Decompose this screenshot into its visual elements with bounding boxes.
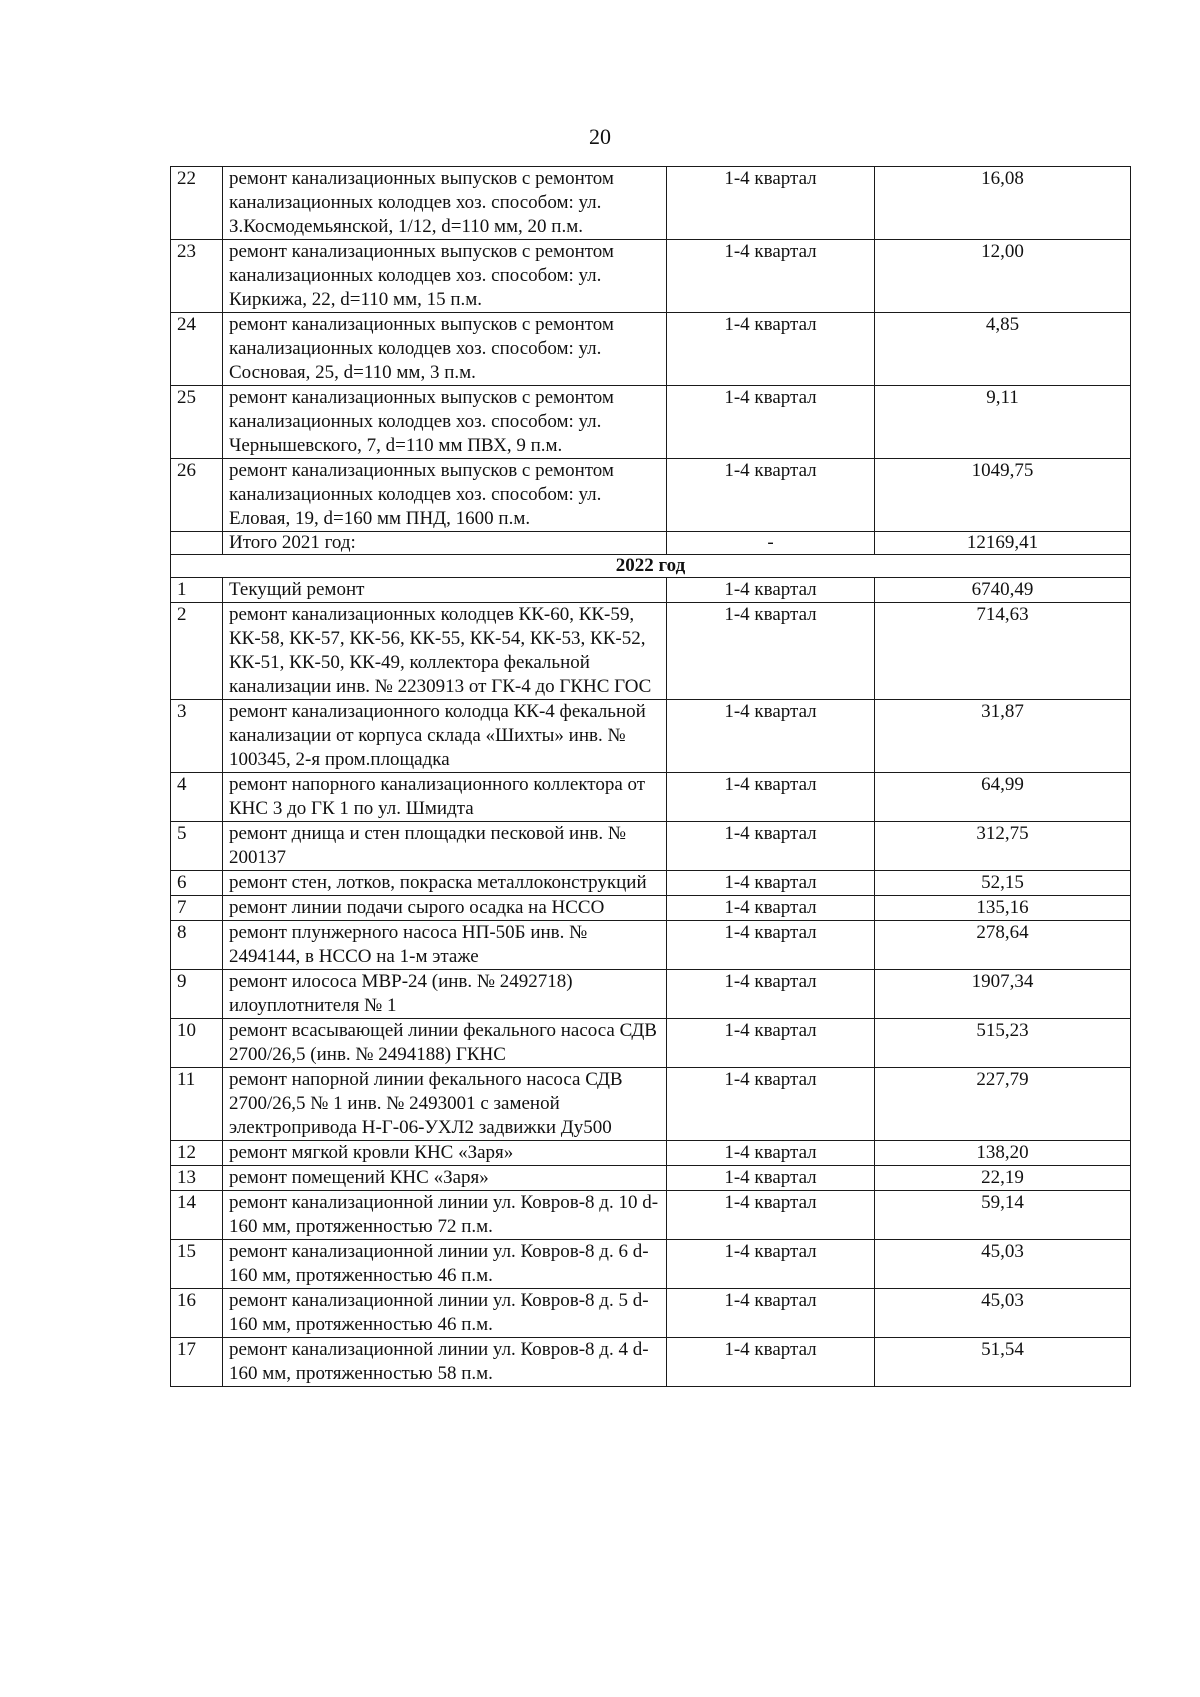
row-description: ремонт канализационных выпусков с ремонтом канализационных колодцев хоз. способом: ул. Чернышевского, 7, d=110 мм ПВХ, 9 п.м. — [223, 386, 667, 459]
page-number: 20 — [589, 124, 611, 149]
table-row — [171, 1338, 1131, 1387]
table-row — [171, 386, 1131, 459]
row-amount: 714,63 — [875, 603, 1131, 700]
row-number: 10 — [171, 1019, 223, 1068]
row-description: ремонт канализационной линии ул. Ковров-8 д. 6 d-160 мм, протяженностью 46 п.м. — [223, 1240, 667, 1289]
table-row — [171, 970, 1131, 1019]
table-row — [171, 603, 1131, 700]
row-period: 1-4 квартал — [667, 459, 875, 532]
row-period: 1-4 квартал — [667, 896, 875, 921]
row-amount: 312,75 — [875, 822, 1131, 871]
row-number: 2 — [171, 603, 223, 700]
table-row — [171, 1141, 1131, 1166]
row-amount: 12,00 — [875, 240, 1131, 313]
row-description: ремонт помещений КНС «Заря» — [223, 1166, 667, 1191]
row-amount: 227,79 — [875, 1068, 1131, 1141]
row-number: 8 — [171, 921, 223, 970]
row-description: ремонт всасывающей линии фекального насоса СДВ 2700/26,5 (инв. № 2494188) ГКНС — [223, 1019, 667, 1068]
table-row — [171, 167, 1131, 240]
row-period: 1-4 квартал — [667, 167, 875, 240]
row-period: 1-4 квартал — [667, 578, 875, 603]
row-period: 1-4 квартал — [667, 1289, 875, 1338]
table-row — [171, 1166, 1131, 1191]
row-description: ремонт плунжерного насоса НП-50Б инв. № 2494144, в НССО на 1-м этаже — [223, 921, 667, 970]
row-period: 1-4 квартал — [667, 871, 875, 896]
repair-schedule-table — [170, 166, 1131, 1387]
table-row — [171, 921, 1131, 970]
row-period: 1-4 квартал — [667, 921, 875, 970]
table-row — [171, 459, 1131, 532]
row-amount: 45,03 — [875, 1240, 1131, 1289]
row-period: 1-4 квартал — [667, 1068, 875, 1141]
table-row — [171, 700, 1131, 773]
row-description: ремонт канализационных выпусков с ремонтом канализационных колодцев хоз. способом: ул. Киркижа, 22, d=110 мм, 15 п.м. — [223, 240, 667, 313]
year-header-row — [171, 555, 1131, 578]
row-description: ремонт канализационной линии ул. Ковров-8 д. 10 d-160 мм, протяженностью 72 п.м. — [223, 1191, 667, 1240]
row-number: 9 — [171, 970, 223, 1019]
table-row — [171, 822, 1131, 871]
total-label: Итого 2021 год: — [223, 532, 667, 555]
row-period: 1-4 квартал — [667, 1166, 875, 1191]
row-description: ремонт канализационных выпусков с ремонтом канализационных колодцев хоз. способом: ул. Сосновая, 25, d=110 мм, 3 п.м. — [223, 313, 667, 386]
row-amount: 22,19 — [875, 1166, 1131, 1191]
total-amount: 12169,41 — [875, 532, 1131, 555]
row-description: ремонт илососа МВР-24 (инв. № 2492718) илоуплотнителя № 1 — [223, 970, 667, 1019]
total-period: - — [667, 532, 875, 555]
section-2022 — [171, 578, 1131, 1387]
row-number: 7 — [171, 896, 223, 921]
row-number: 22 — [171, 167, 223, 240]
row-amount: 31,87 — [875, 700, 1131, 773]
table-row — [171, 1068, 1131, 1141]
row-period: 1-4 квартал — [667, 1141, 875, 1166]
table-row — [171, 896, 1131, 921]
year-2022-label: 2022 год — [171, 555, 1131, 578]
row-amount: 135,16 — [875, 896, 1131, 921]
row-period: 1-4 квартал — [667, 1019, 875, 1068]
row-amount: 16,08 — [875, 167, 1131, 240]
row-number: 4 — [171, 773, 223, 822]
row-period: 1-4 квартал — [667, 313, 875, 386]
table-row — [171, 578, 1131, 603]
row-number: 16 — [171, 1289, 223, 1338]
total-num-cell — [171, 532, 223, 555]
section-2021 — [171, 167, 1131, 532]
row-number: 11 — [171, 1068, 223, 1141]
row-description: ремонт канализационных колодцев КК-60, КК-59, КК-58, КК-57, КК-56, КК-55, КК-54, КК-53, КК-52, КК-51, КК-50, КК-49, коллектора фекальной канализации инв. № 2230913 от ГК-4 до ГКНС ГОС — [223, 603, 667, 700]
row-number: 15 — [171, 1240, 223, 1289]
row-period: 1-4 квартал — [667, 240, 875, 313]
row-amount: 1049,75 — [875, 459, 1131, 532]
total-row-2021 — [171, 532, 1131, 555]
row-amount: 6740,49 — [875, 578, 1131, 603]
row-period: 1-4 квартал — [667, 1191, 875, 1240]
row-amount: 59,14 — [875, 1191, 1131, 1240]
row-number: 12 — [171, 1141, 223, 1166]
row-period: 1-4 квартал — [667, 1240, 875, 1289]
row-amount: 138,20 — [875, 1141, 1131, 1166]
row-number: 17 — [171, 1338, 223, 1387]
row-description: ремонт канализационного колодца КК-4 фекальной канализации от корпуса склада «Шихты» инв. № 100345, 2-я пром.площадка — [223, 700, 667, 773]
row-number: 3 — [171, 700, 223, 773]
row-number: 24 — [171, 313, 223, 386]
row-number: 25 — [171, 386, 223, 459]
row-number: 6 — [171, 871, 223, 896]
row-number: 13 — [171, 1166, 223, 1191]
table-row — [171, 773, 1131, 822]
row-description: ремонт канализационной линии ул. Ковров-8 д. 5 d-160 мм, протяженностью 46 п.м. — [223, 1289, 667, 1338]
table-row — [171, 1289, 1131, 1338]
row-description: ремонт канализационной линии ул. Ковров-8 д. 4 d-160 мм, протяженностью 58 п.м. — [223, 1338, 667, 1387]
table-row — [171, 871, 1131, 896]
row-description: ремонт напорной линии фекального насоса СДВ 2700/26,5 № 1 инв. № 2493001 с заменой электропривода Н-Г-06-УХЛ2 задвижки Ду500 — [223, 1068, 667, 1141]
row-amount: 4,85 — [875, 313, 1131, 386]
row-amount: 52,15 — [875, 871, 1131, 896]
row-amount: 1907,34 — [875, 970, 1131, 1019]
section-2021-total — [171, 532, 1131, 578]
row-amount: 64,99 — [875, 773, 1131, 822]
table-row — [171, 1019, 1131, 1068]
row-description: Текущий ремонт — [223, 578, 667, 603]
row-description: ремонт напорного канализационного коллектора от КНС 3 до ГК 1 по ул. Шмидта — [223, 773, 667, 822]
table-row — [171, 1240, 1131, 1289]
row-period: 1-4 квартал — [667, 1338, 875, 1387]
row-period: 1-4 квартал — [667, 773, 875, 822]
row-number: 1 — [171, 578, 223, 603]
row-number: 26 — [171, 459, 223, 532]
row-description: ремонт канализационных выпусков с ремонтом канализационных колодцев хоз. способом: ул. Еловая, 19, d=160 мм ПНД, 1600 п.м. — [223, 459, 667, 532]
row-number: 23 — [171, 240, 223, 313]
row-amount: 45,03 — [875, 1289, 1131, 1338]
row-description: ремонт днища и стен площадки песковой инв. № 200137 — [223, 822, 667, 871]
table-row — [171, 1191, 1131, 1240]
table-row — [171, 313, 1131, 386]
row-amount: 515,23 — [875, 1019, 1131, 1068]
row-period: 1-4 квартал — [667, 603, 875, 700]
row-period: 1-4 квартал — [667, 700, 875, 773]
table-row — [171, 240, 1131, 313]
row-description: ремонт линии подачи сырого осадка на НССО — [223, 896, 667, 921]
row-description: ремонт стен, лотков, покраска металлоконструкций — [223, 871, 667, 896]
row-period: 1-4 квартал — [667, 386, 875, 459]
row-description: ремонт мягкой кровли КНС «Заря» — [223, 1141, 667, 1166]
row-amount: 9,11 — [875, 386, 1131, 459]
row-amount: 278,64 — [875, 921, 1131, 970]
row-number: 5 — [171, 822, 223, 871]
row-number: 14 — [171, 1191, 223, 1240]
row-period: 1-4 квартал — [667, 822, 875, 871]
row-description: ремонт канализационных выпусков с ремонтом канализационных колодцев хоз. способом: ул. З.Космодемьянской, 1/12, d=110 мм, 20 п.м. — [223, 167, 667, 240]
row-period: 1-4 квартал — [667, 970, 875, 1019]
row-amount: 51,54 — [875, 1338, 1131, 1387]
